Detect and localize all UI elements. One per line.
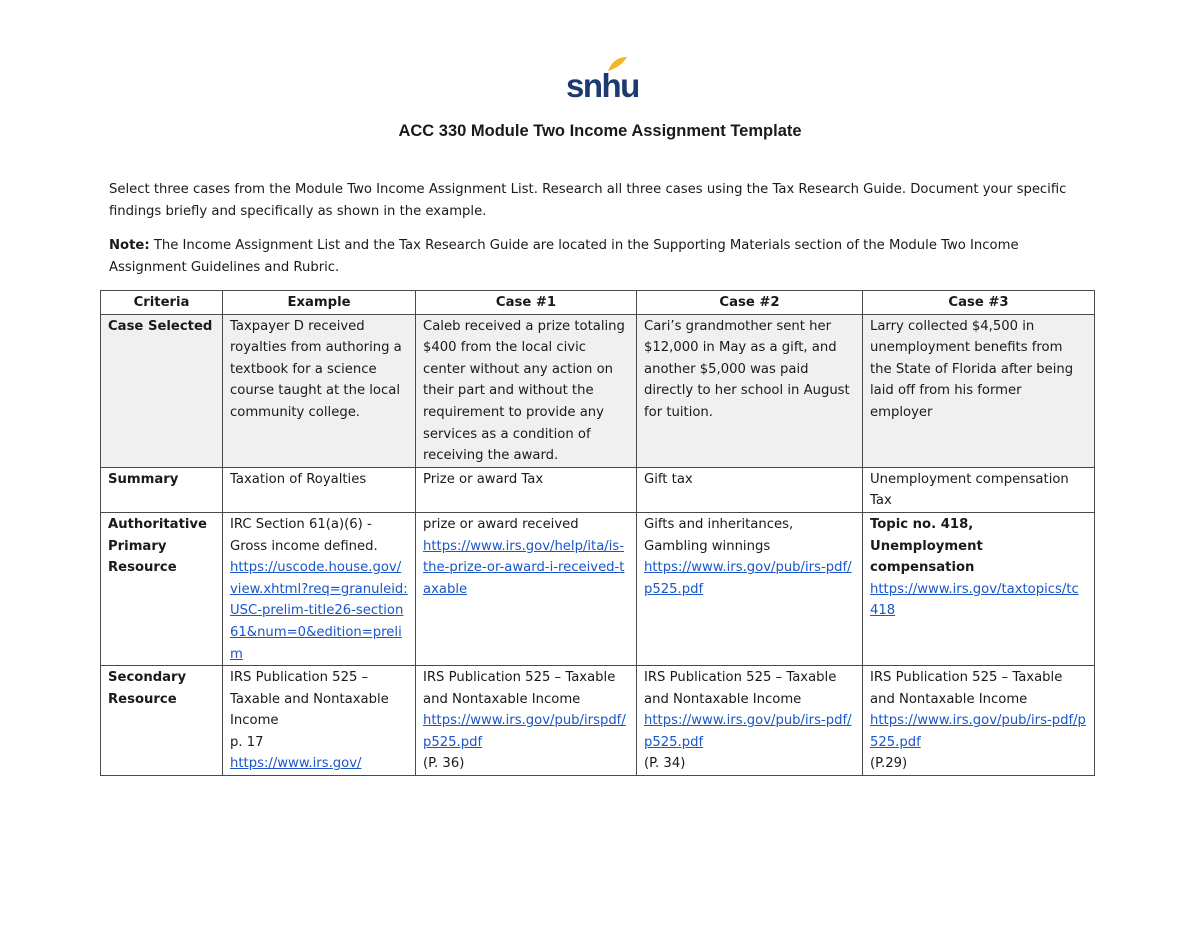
case-3-cell <box>863 666 1095 776</box>
example-cell <box>223 666 416 776</box>
logo-text: snhu <box>566 67 639 104</box>
case-3-secondary-text: IRS Publication 525 – Taxable and Nontaxable Income <box>870 670 1063 707</box>
criteria-label: Secondary Resource <box>101 666 223 776</box>
note-paragraph <box>109 235 1099 279</box>
note-label: Note: <box>109 238 150 253</box>
header-row <box>101 291 1095 315</box>
case-1-primary-link[interactable]: https://www.irs.gov/help/ita/is-the-prize-or-award-i-received-taxable <box>423 538 625 597</box>
example-primary-link[interactable]: https://uscode.house.gov/view.xhtml?req=granuleid:USC-prelim-title26-section61&num=0&edition=prelim <box>230 560 408 662</box>
case-3-secondary-link[interactable]: https://www.irs.gov/pub/irs-pdf/p525.pdf <box>870 713 1086 750</box>
case-1-primary-text: prize or award received <box>423 516 579 532</box>
example-cell: Taxpayer D received royalties from authoring a textbook for a science course taught at the local community college. <box>223 314 416 467</box>
example-primary-text: IRC Section 61(a)(6) - Gross income defined. <box>230 516 378 554</box>
case-2-cell: Gift tax <box>637 467 863 512</box>
page-title: ACC 330 Module Two Income Assignment Template <box>398 122 802 140</box>
case-3-primary-text: Topic no. 418, Unemployment compensation <box>870 516 983 576</box>
case-3-cell <box>863 512 1095 665</box>
example-secondary-text: IRS Publication 525 – Taxable and Nontaxable Income <box>230 670 389 729</box>
header-case-1: Case #1 <box>416 291 637 315</box>
note-text: The Income Assignment List and the Tax Research Guide are located in the Supporting Materials section of the Module Two Income Assignment Guidelines and Rubric. <box>109 238 1019 275</box>
case-1-secondary-page: (P. 36) <box>423 756 465 772</box>
case-2-primary-link[interactable]: https://www.irs.gov/pub/irs-pdf/p525.pdf <box>644 560 852 597</box>
example-cell: Taxation of Royalties <box>223 467 416 512</box>
case-3-cell: Larry collected $4,500 in unemployment benefits from the State of Florida after being laid off from his former employer <box>863 314 1095 467</box>
criteria-label: Authoritative Primary Resource <box>101 512 223 665</box>
header-case-3: Case #3 <box>863 291 1095 315</box>
case-selected-row <box>101 314 1095 467</box>
case-1-cell: Prize or award Tax <box>416 467 637 512</box>
case-1-cell <box>416 512 637 665</box>
case-3-secondary-page: (P.29) <box>870 756 908 772</box>
header-criteria: Criteria <box>101 291 223 315</box>
criteria-label: Case Selected <box>101 314 223 467</box>
case-1-cell <box>416 666 637 776</box>
case-2-cell: Cari’s grandmother sent her $12,000 in May as a gift, and another $5,000 was paid directly to her school in August for tuition. <box>637 314 863 467</box>
case-2-secondary-link[interactable]: https://www.irs.gov/pub/irs-pdf/p525.pdf <box>644 713 852 750</box>
case-2-secondary-text: IRS Publication 525 – Taxable and Nontaxable Income <box>644 670 837 707</box>
case-3-primary-link[interactable]: https://www.irs.gov/taxtopics/tc418 <box>870 581 1079 619</box>
example-cell <box>223 512 416 665</box>
secondary-resource-row <box>101 666 1095 776</box>
case-1-cell: Caleb received a prize totaling $400 from the local civic center without any action on their part and without the requirement to provide any services as a condition of receiving the award. <box>416 314 637 467</box>
intro-paragraph: Select three cases from the Module Two Income Assignment List. Research all three cases using the Tax Research Guide. Document your specific findings briefly and specifically as shown in the example. <box>109 182 1067 219</box>
criteria-label: Summary <box>101 467 223 512</box>
header-case-2: Case #2 <box>637 291 863 315</box>
case-3-cell: Unemployment compensation Tax <box>863 467 1095 512</box>
snhu-logo <box>566 56 639 104</box>
case-1-secondary-text: IRS Publication 525 – Taxable and Nontaxable Income <box>423 670 616 707</box>
case-1-secondary-link[interactable]: https://www.irs.gov/pub/irspdf/p525.pdf <box>423 713 626 750</box>
case-2-primary-text: Gifts and inheritances, Gambling winnings <box>644 516 794 554</box>
example-secondary-page: p. 17 <box>230 734 264 750</box>
assignment-table <box>100 290 1095 776</box>
case-2-cell <box>637 512 863 665</box>
primary-resource-row <box>101 512 1095 665</box>
header-example: Example <box>223 291 416 315</box>
case-2-cell <box>637 666 863 776</box>
summary-row <box>101 467 1095 512</box>
example-secondary-link[interactable]: https://www.irs.gov/ <box>230 756 362 772</box>
case-2-secondary-page: (P. 34) <box>644 756 686 772</box>
